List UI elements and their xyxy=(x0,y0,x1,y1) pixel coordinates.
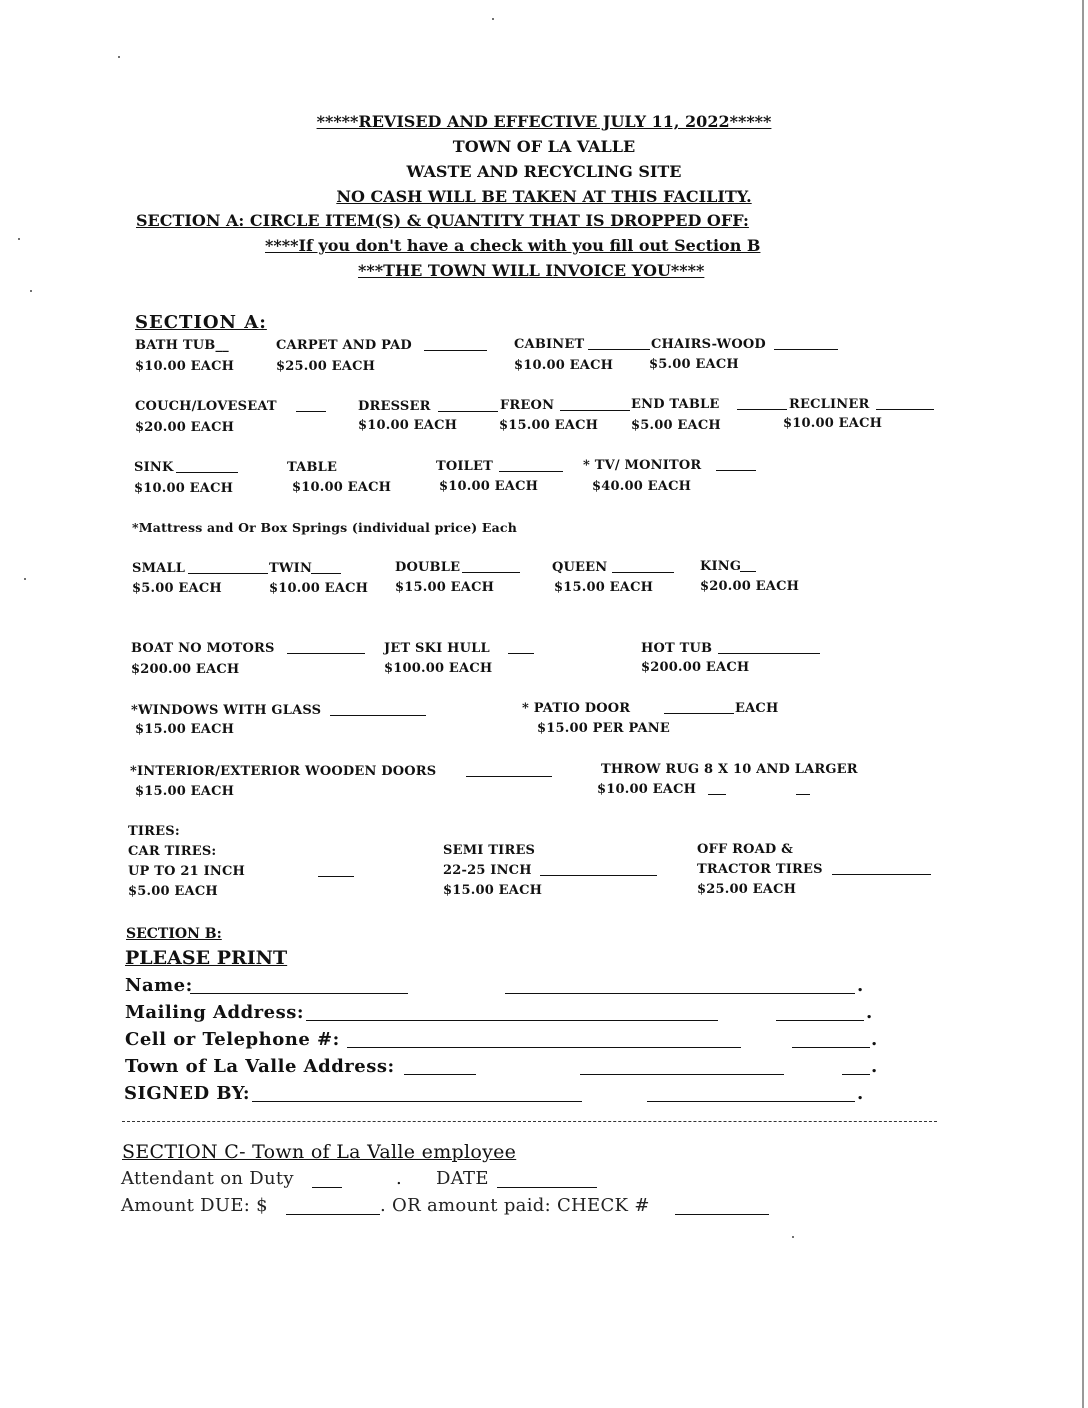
town-title: TOWN OF LA VALLE xyxy=(452,137,636,156)
car-tires-size: UP TO 21 INCH xyxy=(128,864,245,879)
name-field[interactable] xyxy=(190,993,408,994)
item-double: DOUBLE xyxy=(395,560,461,575)
price-recliner: $10.00 EACH xyxy=(783,416,883,431)
sink-qty-line[interactable] xyxy=(176,472,238,473)
double-qty-line[interactable] xyxy=(462,572,520,573)
price-dresser: $10.00 EACH xyxy=(358,418,458,433)
semi-tires-size: 22-25 INCH xyxy=(443,863,532,878)
phone-field-2[interactable] xyxy=(792,1047,870,1048)
signature-field-2[interactable] xyxy=(647,1101,855,1102)
section-a-instructions: SECTION A: CIRCLE ITEM(S) & QUANTITY THAT IS DROPPED OFF: xyxy=(136,211,749,230)
town-address-field-2[interactable] xyxy=(580,1074,784,1075)
end-table-qty-line[interactable] xyxy=(737,409,787,410)
please-print: PLEASE PRINT xyxy=(125,947,288,969)
date-label: DATE xyxy=(436,1168,489,1189)
price-bath-tub: $10.00 EACH xyxy=(135,359,235,374)
item-king: KING xyxy=(700,559,742,574)
item-chairs-wood: CHAIRS-WOOD xyxy=(651,337,766,352)
chairs-qty-line[interactable] xyxy=(774,349,838,350)
price-carpet-pad: $25.00 EACH xyxy=(276,359,376,374)
price-king: $20.00 EACH xyxy=(700,579,800,594)
windows-qty-line[interactable] xyxy=(330,715,426,716)
scan-edge xyxy=(1082,0,1084,1408)
item-toilet: TOILET xyxy=(436,459,494,474)
amount-due-label: Amount DUE: $ xyxy=(121,1195,268,1216)
offroad-qty-line[interactable] xyxy=(832,874,931,875)
price-couch: $20.00 EACH xyxy=(135,420,235,435)
phone-period: . xyxy=(871,1029,878,1050)
item-jet-ski: JET SKI HULL xyxy=(384,641,490,656)
attendant-period: . xyxy=(396,1168,403,1189)
queen-qty-line[interactable] xyxy=(612,572,674,573)
item-boat: BOAT NO MOTORS xyxy=(131,641,275,656)
semi-tires-qty-line[interactable] xyxy=(540,875,657,876)
king-qty-line[interactable] xyxy=(740,571,756,572)
signed-period: . xyxy=(857,1083,864,1104)
item-hot-tub: HOT TUB xyxy=(641,641,713,656)
section-c-title: SECTION C- Town of La Valle employee xyxy=(122,1141,517,1163)
attendant-field[interactable] xyxy=(312,1187,342,1188)
amount-due-field[interactable] xyxy=(286,1214,380,1215)
price-sink: $10.00 EACH xyxy=(134,481,234,496)
item-table: TABLE xyxy=(287,460,338,475)
tv-qty-line[interactable] xyxy=(716,470,756,471)
mailing-field[interactable] xyxy=(306,1020,718,1021)
item-cabinet: CABINET xyxy=(514,337,585,352)
item-patio-door: * PATIO DOOR xyxy=(522,701,631,716)
price-wooden-doors: $15.00 EACH xyxy=(135,784,235,799)
name-label: Name: xyxy=(125,975,193,996)
price-jet-ski: $100.00 EACH xyxy=(384,661,493,676)
site-title: WASTE AND RECYCLING SITE xyxy=(406,162,682,181)
patio-each: EACH xyxy=(735,701,779,716)
signed-by-label: SIGNED BY: xyxy=(124,1083,251,1104)
price-queen: $15.00 EACH xyxy=(554,580,654,595)
offroad-tires-label-2: TRACTOR TIRES xyxy=(697,862,823,877)
item-windows: *WINDOWS WITH GLASS xyxy=(131,703,322,718)
mattress-note: *Mattress and Or Box Springs (individual price) Each xyxy=(132,520,518,535)
section-a-title: SECTION A: xyxy=(135,312,267,333)
item-wooden-doors: *INTERIOR/EXTERIOR WOODEN DOORS xyxy=(130,764,437,779)
recliner-qty-line[interactable] xyxy=(876,409,934,410)
price-car-tires: $5.00 EACH xyxy=(128,884,218,899)
car-tires-qty-line[interactable] xyxy=(318,876,354,877)
rug-qty-line-2[interactable] xyxy=(796,794,810,795)
price-windows: $15.00 EACH xyxy=(135,722,235,737)
car-tires-label: CAR TIRES: xyxy=(128,844,217,859)
invoice-note: ***THE TOWN WILL INVOICE YOU**** xyxy=(358,261,705,280)
item-bath-tub: BATH TUB__ xyxy=(135,338,229,353)
small-qty-line[interactable] xyxy=(188,573,268,574)
price-small: $5.00 EACH xyxy=(132,581,222,596)
amount-paid-label: . OR amount paid: CHECK # xyxy=(380,1195,650,1216)
price-patio-door: $15.00 PER PANE xyxy=(537,721,670,736)
name-period: . xyxy=(857,975,864,996)
phone-label: Cell or Telephone #: xyxy=(125,1029,340,1050)
freon-qty-line[interactable] xyxy=(560,410,630,411)
signature-field[interactable] xyxy=(252,1101,582,1102)
date-field[interactable] xyxy=(497,1187,597,1188)
price-twin: $10.00 EACH xyxy=(269,581,369,596)
item-end-table: END TABLE xyxy=(631,397,720,412)
section-divider xyxy=(122,1121,937,1122)
price-cabinet: $10.00 EACH xyxy=(514,358,614,373)
scan-speck xyxy=(18,238,20,240)
semi-tires-label: SEMI TIRES xyxy=(443,843,536,858)
price-double: $15.00 EACH xyxy=(395,580,495,595)
price-chairs-wood: $5.00 EACH xyxy=(649,357,739,372)
price-end-table: $5.00 EACH xyxy=(631,418,721,433)
scan-speck xyxy=(492,18,494,20)
twin-qty-line[interactable] xyxy=(311,573,341,574)
item-sink: SINK xyxy=(134,460,174,475)
no-cash-notice: NO CASH WILL BE TAKEN AT THIS FACILITY. xyxy=(336,187,752,206)
name-field-2[interactable] xyxy=(505,993,855,994)
revised-header: *****REVISED AND EFFECTIVE JULY 11, 2022***** xyxy=(316,112,772,131)
price-boat: $200.00 EACH xyxy=(131,662,240,677)
dresser-qty-line[interactable] xyxy=(438,411,498,412)
couch-qty-line[interactable] xyxy=(296,411,326,412)
item-carpet-pad: CARPET AND PAD xyxy=(276,338,412,353)
price-hot-tub: $200.00 EACH xyxy=(641,660,750,675)
town-address-label: Town of La Valle Address: xyxy=(125,1056,395,1077)
item-tv-monitor: * TV/ MONITOR xyxy=(583,458,702,473)
scan-speck xyxy=(792,1236,794,1238)
hot-tub-qty-line[interactable] xyxy=(718,653,820,654)
town-address-field-3[interactable] xyxy=(842,1074,870,1075)
cabinet-qty-line[interactable] xyxy=(588,349,650,350)
scan-speck xyxy=(24,578,26,580)
price-freon: $15.00 EACH xyxy=(499,418,599,433)
price-semi-tires: $15.00 EACH xyxy=(443,883,543,898)
mailing-label: Mailing Address: xyxy=(125,1002,305,1023)
check-number-field[interactable] xyxy=(675,1214,769,1215)
item-freon: FREON xyxy=(500,398,555,413)
doors-qty-line[interactable] xyxy=(466,776,552,777)
item-small: SMALL xyxy=(132,561,186,576)
item-queen: QUEEN xyxy=(552,560,608,575)
item-couch: COUCH/LOVESEAT xyxy=(135,399,277,414)
check-note: ****If you don't have a check with you fill out Section B xyxy=(265,236,761,255)
price-toilet: $10.00 EACH xyxy=(439,479,539,494)
boat-qty-line[interactable] xyxy=(287,653,365,654)
item-recliner: RECLINER xyxy=(789,397,870,412)
phone-field[interactable] xyxy=(347,1047,741,1048)
price-table: $10.00 EACH xyxy=(292,480,392,495)
item-twin: TWIN xyxy=(269,561,313,576)
tires-title: TIRES: xyxy=(128,824,180,839)
jet-ski-qty-line[interactable] xyxy=(508,653,534,654)
offroad-tires-label: OFF ROAD & xyxy=(697,842,794,857)
mailing-period: . xyxy=(866,1002,873,1023)
section-b-title: SECTION B: xyxy=(126,926,222,942)
town-address-period: . xyxy=(871,1056,878,1077)
item-dresser: DRESSER xyxy=(358,399,431,414)
attendant-label: Attendant on Duty xyxy=(121,1168,294,1189)
mailing-field-2[interactable] xyxy=(776,1020,864,1021)
rug-qty-line[interactable] xyxy=(708,794,726,795)
scan-speck xyxy=(118,56,120,58)
scan-speck xyxy=(30,290,32,292)
price-offroad-tires: $25.00 EACH xyxy=(697,882,797,897)
toilet-qty-line[interactable] xyxy=(499,471,563,472)
price-tv-monitor: $40.00 EACH xyxy=(592,479,692,494)
item-throw-rug: THROW RUG 8 X 10 AND LARGER xyxy=(601,762,858,777)
town-address-field[interactable] xyxy=(404,1074,476,1075)
patio-qty-line[interactable] xyxy=(664,713,734,714)
price-throw-rug: $10.00 EACH xyxy=(597,782,697,797)
carpet-qty-line[interactable] xyxy=(424,350,487,351)
